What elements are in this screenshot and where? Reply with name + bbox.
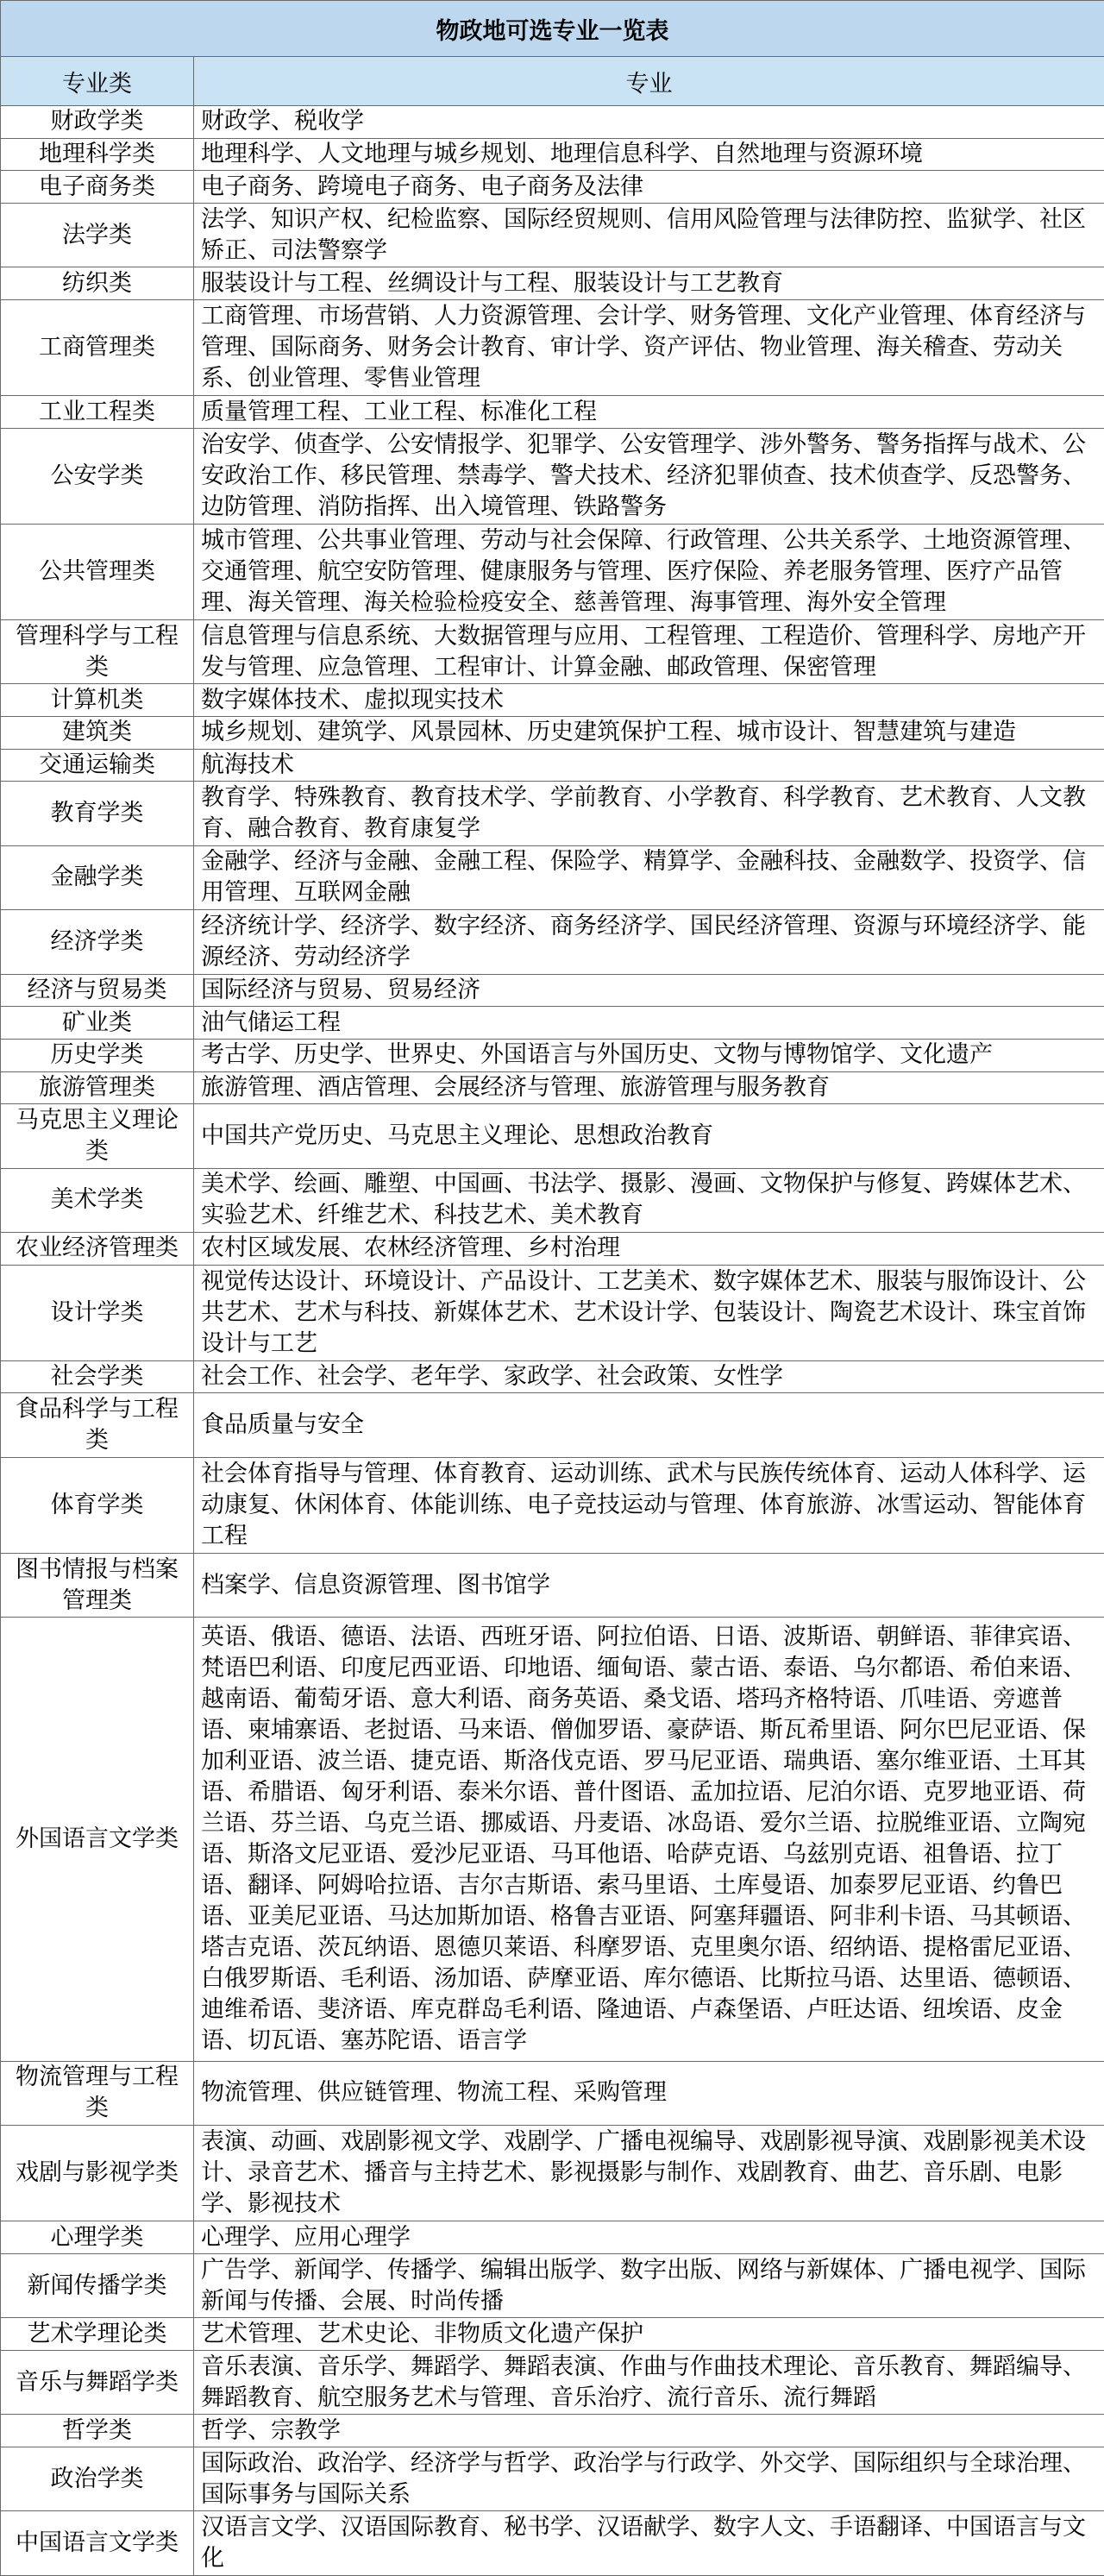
row-majors: 音乐表演、音乐学、舞蹈学、舞蹈表演、作曲与作曲技术理论、音乐教育、舞蹈编导、舞蹈教育、航空服务艺术与管理、音乐治疗、流行音乐、流行舞蹈 bbox=[194, 2350, 1104, 2414]
row-majors: 英语、俄语、德语、法语、西班牙语、阿拉伯语、日语、波斯语、朝鲜语、菲律宾语、梵语巴利语、印度尼西亚语、印地语、缅甸语、蒙古语、泰语、乌尔都语、希伯来语、越南语、葡萄牙语、意大利语、商务英语、桑戈语、塔玛齐格特语、爪哇语、旁遮普语、柬埔寨语、老挝语、马来语、僧伽罗语、豪萨语、斯瓦希里语、阿尔巴尼亚语、保加利亚语、波兰语、捷克语、斯洛伐克语、罗马尼亚语、瑞典语、塞尔维亚语、土耳其语、希腊语、匈牙利语、泰米尔语、普什图语、孟加拉语、尼泊尔语、克罗地亚语、荷兰语、芬兰语、乌克兰语、挪威语、丹麦语、冰岛语、爱尔兰语、拉脱维亚语、立陶宛语、斯洛文尼亚语、爱沙尼亚语、马耳他语、哈萨克语、乌兹别克语、祖鲁语、拉丁语、翻译、阿姆哈拉语、吉尔吉斯语、索马里语、土库曼语、加泰罗尼亚语、约鲁巴语、亚美尼亚语、马达加斯加语、格鲁吉亚语、阿塞拜疆语、阿非利卡语、马其顿语、塔吉克语、茨瓦纳语、恩德贝莱语、科摩罗语、克里奥尔语、绍纳语、提格雷尼亚语、白俄罗斯语、毛利语、汤加语、萨摩亚语、库尔德语、比斯拉马语、达里语、德顿语、迪维希语、斐济语、库克群岛毛利语、隆迪语、卢森堡语、卢旺达语、纽埃语、皮金语、切瓦语、塞苏陀语、语言学 bbox=[194, 1618, 1104, 2062]
row-category: 新闻传播学类 bbox=[1, 2253, 194, 2317]
row-majors: 社会工作、社会学、老年学、家政学、社会政策、女性学 bbox=[194, 1360, 1104, 1393]
row-majors: 物流管理、供应链管理、物流工程、采购管理 bbox=[194, 2061, 1104, 2125]
table-row bbox=[1, 845, 1104, 909]
row-majors: 航海技术 bbox=[194, 749, 1104, 782]
table-row bbox=[1, 1457, 1104, 1553]
table-row bbox=[1, 1265, 1104, 1360]
row-category: 中国语言文学类 bbox=[1, 2511, 194, 2576]
row-majors: 油气储运工程 bbox=[194, 1007, 1104, 1040]
table-row bbox=[1, 2221, 1104, 2254]
row-majors: 哲学、宗教学 bbox=[194, 2415, 1104, 2447]
row-majors: 电子商务、跨境电子商务、电子商务及法律 bbox=[194, 171, 1104, 204]
table-row bbox=[1, 106, 1104, 139]
row-category: 政治学类 bbox=[1, 2447, 194, 2510]
row-majors: 农村区域发展、农林经济管理、乡村治理 bbox=[194, 1233, 1104, 1266]
table-row bbox=[1, 974, 1104, 1007]
row-majors: 城市管理、公共事业管理、劳动与社会保障、行政管理、公共关系学、土地资源管理、交通管理、航空安防管理、健康服务与管理、医疗保险、养老服务管理、医疗产品管理、海关管理、海关检验检疫安全、慈善管理、海事管理、海外安全管理 bbox=[194, 524, 1104, 619]
table-title: 物政地可选专业一览表 bbox=[1, 1, 1104, 57]
row-majors: 信息管理与信息系统、大数据管理与应用、工程管理、工程造价、管理科学、房地产开发与管理、应急管理、工程审计、计算金融、邮政管理、保密管理 bbox=[194, 619, 1104, 683]
table-row bbox=[1, 684, 1104, 717]
row-category: 艺术学理论类 bbox=[1, 2318, 194, 2351]
row-category: 交通运输类 bbox=[1, 749, 194, 782]
table-row bbox=[1, 1039, 1104, 1071]
row-category: 经济与贸易类 bbox=[1, 974, 194, 1007]
row-category: 计算机类 bbox=[1, 684, 194, 717]
header-category: 专业类 bbox=[1, 57, 194, 106]
row-category: 社会学类 bbox=[1, 1360, 194, 1393]
row-category: 音乐与舞蹈学类 bbox=[1, 2350, 194, 2414]
table-row bbox=[1, 138, 1104, 171]
row-category: 体育学类 bbox=[1, 1457, 194, 1553]
row-category: 历史学类 bbox=[1, 1039, 194, 1071]
row-category: 金融学类 bbox=[1, 845, 194, 909]
table-row bbox=[1, 2415, 1104, 2447]
header-majors: 专业 bbox=[194, 57, 1104, 106]
row-majors: 广告学、新闻学、传播学、编辑出版学、数字出版、网络与新媒体、广播电视学、国际新闻与传播、会展、时尚传播 bbox=[194, 2253, 1104, 2317]
table-row bbox=[1, 428, 1104, 524]
table-row bbox=[1, 1168, 1104, 1232]
row-majors: 旅游管理、酒店管理、会展经济与管理、旅游管理与服务教育 bbox=[194, 1071, 1104, 1104]
row-category: 财政学类 bbox=[1, 106, 194, 139]
row-category: 建筑类 bbox=[1, 717, 194, 750]
row-category: 电子商务类 bbox=[1, 171, 194, 204]
table-row bbox=[1, 2447, 1104, 2510]
row-category: 心理学类 bbox=[1, 2221, 194, 2254]
table-row bbox=[1, 2061, 1104, 2125]
row-category: 旅游管理类 bbox=[1, 1071, 194, 1104]
table-row bbox=[1, 396, 1104, 429]
row-category: 美术学类 bbox=[1, 1168, 194, 1232]
row-majors: 美术学、绘画、雕塑、中国画、书法学、摄影、漫画、文物保护与修复、跨媒体艺术、实验艺术、纤维艺术、科技艺术、美术教育 bbox=[194, 1168, 1104, 1232]
row-majors: 视觉传达设计、环境设计、产品设计、工艺美术、数字媒体艺术、服装与服饰设计、公共艺术、艺术与科技、新媒体艺术、艺术设计学、包装设计、陶瓷艺术设计、珠宝首饰设计与工艺 bbox=[194, 1265, 1104, 1360]
row-majors: 表演、动画、戏剧影视文学、戏剧学、广播电视编导、戏剧影视导演、戏剧影视美术设计、录音艺术、播音与主持艺术、影视摄影与制作、戏剧教育、曲艺、音乐剧、电影学、影视技术 bbox=[194, 2126, 1104, 2221]
table-row bbox=[1, 2253, 1104, 2317]
row-majors: 数字媒体技术、虚拟现实技术 bbox=[194, 684, 1104, 717]
table-row bbox=[1, 2350, 1104, 2414]
table-row bbox=[1, 171, 1104, 204]
row-category: 工商管理类 bbox=[1, 300, 194, 396]
table-row bbox=[1, 300, 1104, 396]
row-category: 马克思主义理论类 bbox=[1, 1104, 194, 1168]
row-category: 地理科学类 bbox=[1, 138, 194, 171]
row-category: 矿业类 bbox=[1, 1007, 194, 1040]
table-row bbox=[1, 2511, 1104, 2576]
row-category: 经济学类 bbox=[1, 910, 194, 974]
table-row bbox=[1, 910, 1104, 974]
row-majors: 教育学、特殊教育、教育技术学、学前教育、小学教育、科学教育、艺术教育、人文教育、融合教育、教育康复学 bbox=[194, 782, 1104, 845]
table-row bbox=[1, 749, 1104, 782]
row-majors: 治安学、侦查学、公安情报学、犯罪学、公安管理学、涉外警务、警务指挥与战术、公安政治工作、移民管理、禁毒学、警犬技术、经济犯罪侦查、技术侦查学、反恐警务、边防管理、消防指挥、出入境管理、铁路警务 bbox=[194, 428, 1104, 524]
row-majors: 法学、知识产权、纪检监察、国际经贸规则、信用风险管理与法律防控、监狱学、社区矫正、司法警察学 bbox=[194, 204, 1104, 267]
row-category: 纺织类 bbox=[1, 267, 194, 300]
table-row bbox=[1, 1393, 1104, 1457]
row-majors: 国际经济与贸易、贸易经济 bbox=[194, 974, 1104, 1007]
row-category: 设计学类 bbox=[1, 1265, 194, 1360]
row-majors: 金融学、经济与金融、金融工程、保险学、精算学、金融科技、金融数学、投资学、信用管理、互联网金融 bbox=[194, 845, 1104, 909]
row-majors: 社会体育指导与管理、体育教育、运动训练、武术与民族传统体育、运动人体科学、运动康复、休闲体育、体能训练、电子竞技运动与管理、体育旅游、冰雪运动、智能体育工程 bbox=[194, 1457, 1104, 1553]
table-row bbox=[1, 1618, 1104, 2062]
table-row bbox=[1, 1360, 1104, 1393]
row-majors: 财政学、税收学 bbox=[194, 106, 1104, 139]
row-majors: 档案学、信息资源管理、图书馆学 bbox=[194, 1553, 1104, 1617]
row-majors: 食品质量与安全 bbox=[194, 1393, 1104, 1457]
row-category: 教育学类 bbox=[1, 782, 194, 845]
row-majors: 国际政治、政治学、经济学与哲学、政治学与行政学、外交学、国际组织与全球治理、国际事务与国际关系 bbox=[194, 2447, 1104, 2510]
table-row bbox=[1, 267, 1104, 300]
row-majors: 汉语言文学、汉语国际教育、秘书学、汉语献学、数字人文、手语翻译、中国语言与文化 bbox=[194, 2511, 1104, 2576]
row-majors: 工商管理、市场营销、人力资源管理、会计学、财务管理、文化产业管理、体育经济与管理、国际商务、财务会计教育、审计学、资产评估、物业管理、海关稽查、劳动关系、创业管理、零售业管理 bbox=[194, 300, 1104, 396]
row-majors: 服装设计与工程、丝绸设计与工程、服装设计与工艺教育 bbox=[194, 267, 1104, 300]
row-category: 公共管理类 bbox=[1, 524, 194, 619]
table-row bbox=[1, 1071, 1104, 1104]
row-category: 食品科学与工程类 bbox=[1, 1393, 194, 1457]
row-category: 法学类 bbox=[1, 204, 194, 267]
row-majors: 地理科学、人文地理与城乡规划、地理信息科学、自然地理与资源环境 bbox=[194, 138, 1104, 171]
table-row bbox=[1, 717, 1104, 750]
table-row bbox=[1, 1104, 1104, 1168]
row-majors: 城乡规划、建筑学、风景园林、历史建筑保护工程、城市设计、智慧建筑与建造 bbox=[194, 717, 1104, 750]
row-category: 图书情报与档案管理类 bbox=[1, 1553, 194, 1617]
table-row bbox=[1, 524, 1104, 619]
row-majors: 经济统计学、经济学、数字经济、商务经济学、国民经济管理、资源与环境经济学、能源经济、劳动经济学 bbox=[194, 910, 1104, 974]
title-row bbox=[1, 1, 1104, 57]
row-majors: 质量管理工程、工业工程、标准化工程 bbox=[194, 396, 1104, 429]
row-majors: 艺术管理、艺术史论、非物质文化遗产保护 bbox=[194, 2318, 1104, 2351]
row-category: 管理科学与工程类 bbox=[1, 619, 194, 683]
table-row bbox=[1, 1007, 1104, 1040]
table-row bbox=[1, 782, 1104, 845]
row-category: 物流管理与工程类 bbox=[1, 2061, 194, 2125]
row-category: 工业工程类 bbox=[1, 396, 194, 429]
row-category: 戏剧与影视学类 bbox=[1, 2126, 194, 2221]
table-row bbox=[1, 2318, 1104, 2351]
row-majors: 中国共产党历史、马克思主义理论、思想政治教育 bbox=[194, 1104, 1104, 1168]
row-category: 农业经济管理类 bbox=[1, 1233, 194, 1266]
table-row bbox=[1, 1233, 1104, 1266]
table-row bbox=[1, 619, 1104, 683]
row-majors: 心理学、应用心理学 bbox=[194, 2221, 1104, 2254]
table-row bbox=[1, 2126, 1104, 2221]
table-row bbox=[1, 204, 1104, 267]
row-majors: 考古学、历史学、世界史、外国语言与外国历史、文物与博物馆学、文化遗产 bbox=[194, 1039, 1104, 1071]
row-category: 哲学类 bbox=[1, 2415, 194, 2447]
row-category: 外国语言文学类 bbox=[1, 1618, 194, 2062]
header-row bbox=[1, 57, 1104, 106]
table-row bbox=[1, 1553, 1104, 1617]
row-category: 公安学类 bbox=[1, 428, 194, 524]
